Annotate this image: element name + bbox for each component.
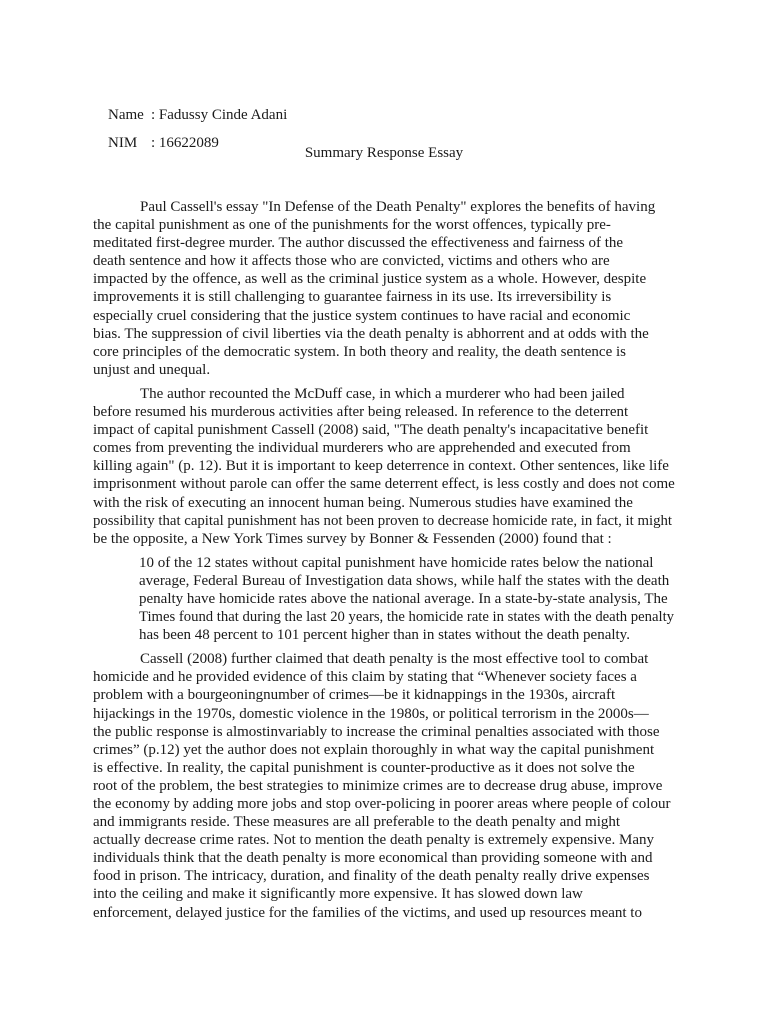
text-line: Paul Cassell's essay "In Defense of the Death Penalty" explores the benefits of having bbox=[140, 199, 656, 215]
text-line: be the opposite, a New York Times survey by Bonner & Fessenden (2000) found that : bbox=[93, 530, 612, 547]
text-line: and immigrants reside. These measures are all preferable to the death penalty and might bbox=[93, 814, 621, 831]
text-line: meditated first-degree murder. The author discussed the effectiveness and fairness of the bbox=[93, 235, 624, 252]
essay-title-wrap bbox=[0, 144, 768, 162]
block-quote bbox=[139, 554, 675, 644]
text-line: average, Federal Bureau of Investigation data shows, while half the states with the death bbox=[139, 572, 670, 589]
text-line: bias. The suppression of civil liberties via the death penalty is abhorrent and at odds with the bbox=[93, 325, 649, 342]
text-line: the public response is almostinvariably to increase the criminal penalties associated with those bbox=[93, 723, 660, 740]
nim-label: NIM bbox=[108, 135, 138, 151]
text-line: impacted by the offence, as well as the criminal justice system as a whole. However, despite bbox=[93, 271, 647, 288]
text-line: before resumed his murderous activities after being released. In reference to the deterrent bbox=[93, 404, 629, 421]
text-line: into the ceiling and make it significantly more expensive. It has slowed down law bbox=[93, 886, 583, 903]
text-line: impact of capital punishment Cassell (2008) said, "The death penalty's incapacitative benefit bbox=[93, 422, 649, 439]
paragraph-1 bbox=[93, 198, 675, 379]
text-line: unjust and unequal. bbox=[93, 361, 211, 378]
text-line: has been 48 percent to 101 percent higher than in states without the death penalty. bbox=[139, 627, 630, 644]
text-line: improvements it is still challenging to guarantee fairness in its use. Its irreversibility is bbox=[93, 289, 612, 306]
text-line: imprisonment without parole can offer the same deterrent effect, is less costly and does not come bbox=[93, 476, 675, 493]
text-line: food in prison. The intricacy, duration, and finality of the death penalty really drive expenses bbox=[93, 868, 650, 885]
text-line: problem with a bourgeoningnumber of crimes—be it kidnappings in the 1930s, aircraft bbox=[93, 687, 616, 704]
name-label: Name bbox=[108, 107, 144, 123]
text-line: actually decrease crime rates. Not to mention the death penalty is extremely expensive. Many bbox=[93, 832, 655, 849]
paragraph-2 bbox=[93, 385, 675, 548]
text-line: killing again" (p. 12). But it is important to keep deterrence in context. Other sentences, like life bbox=[93, 458, 669, 475]
text-line: crimes” (p.12) yet the author does not explain thoroughly in what way the capital punishment bbox=[93, 741, 655, 758]
text-line: root of the problem, the best strategies to minimize crimes are to decrease drug abuse, improve bbox=[93, 777, 663, 794]
text-line: comes from preventing the individual murderers who are apprehended and executed from bbox=[93, 440, 631, 457]
text-line: Cassell (2008) further claimed that death penalty is the most effective tool to combat bbox=[140, 651, 649, 668]
paragraph-3 bbox=[93, 650, 675, 921]
text-line: The author recounted the McDuff case, in which a murderer who had been jailed bbox=[140, 385, 625, 402]
text-line: especially cruel considering that the justice system continues to have racial and economic bbox=[93, 307, 631, 324]
text-line: with the risk of executing an innocent human being. Numerous studies have examined the bbox=[93, 494, 633, 511]
text-line: homicide and he provided evidence of this claim by stating that “Whenever society faces a bbox=[93, 669, 637, 686]
text-line: individuals think that the death penalty is more economical than providing someone with and bbox=[93, 850, 653, 867]
nim-value: : 16622089 bbox=[151, 135, 219, 151]
essay-body bbox=[93, 198, 675, 928]
text-line: core principles of the democratic system. In both theory and reality, the death sentence is bbox=[93, 343, 627, 360]
text-line: possibility that capital punishment has not been proven to decrease homicide rate, in fact, it might bbox=[93, 512, 672, 529]
essay-title: Summary Response Essay bbox=[304, 145, 464, 161]
text-line: the economy by adding more jobs and stop over-policing in poorer areas where people of colour bbox=[93, 796, 671, 812]
text-line: the capital punishment as one of the punishments for the worst offences, typically pre- bbox=[93, 217, 611, 234]
text-line: is effective. In reality, the capital punishment is counter-productive as it does not solve the bbox=[93, 759, 635, 776]
text-line: Times found that during the last 20 years, the homicide rate in states with the death penalty bbox=[139, 609, 675, 626]
text-line: death sentence and how it affects those who are convicted, victims and others who are bbox=[93, 253, 610, 270]
text-line: enforcement, delayed justice for the families of the victims, and used up resources meant to bbox=[93, 904, 642, 921]
name-value: : Fadussy Cinde Adani bbox=[151, 107, 288, 123]
text-line: 10 of the 12 states without capital punishment have homicide rates below the national bbox=[139, 554, 654, 571]
text-line: hijackings in the 1970s, domestic violence in the 1980s, or political terrorism in the 2000s— bbox=[93, 705, 649, 722]
text-line: penalty have homicide rates above the national average. In a state-by-state analysis, The bbox=[139, 590, 668, 607]
